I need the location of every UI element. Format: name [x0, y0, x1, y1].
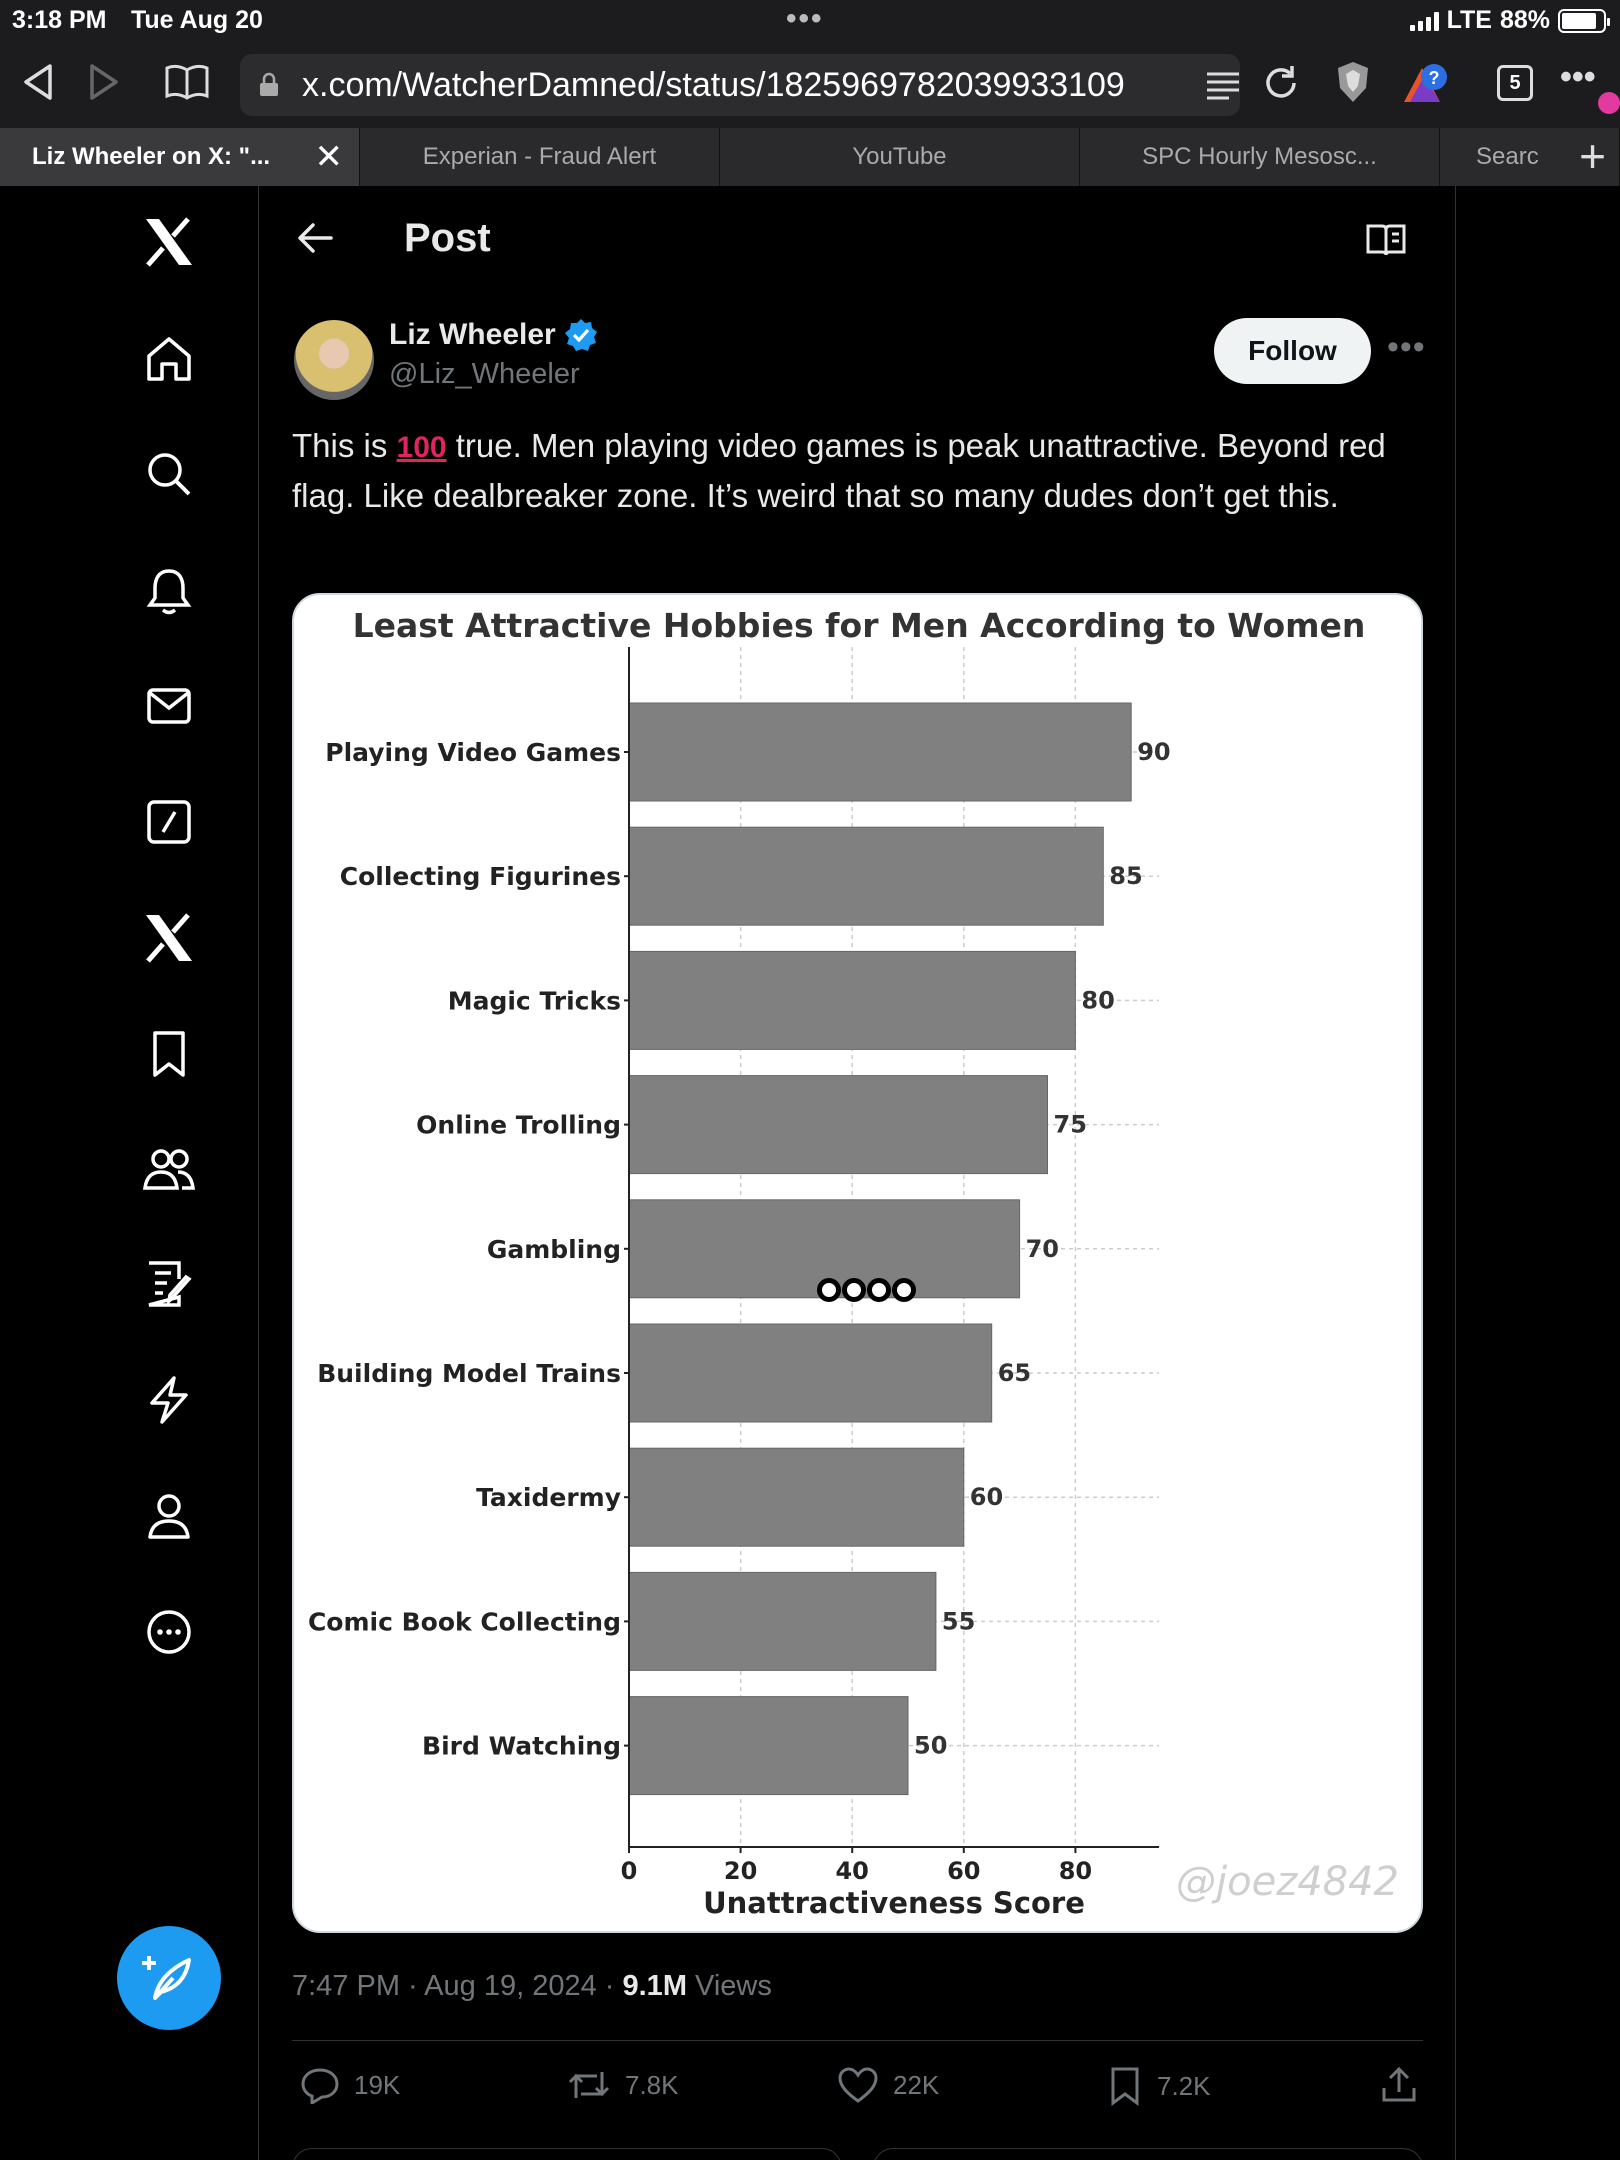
profile-icon[interactable] [141, 1488, 197, 1544]
lock-icon [258, 72, 280, 98]
menu-icon[interactable]: ••• [1560, 58, 1596, 96]
status-bar [0, 0, 1620, 40]
reply-count: 19K [354, 2069, 401, 2100]
bar [629, 703, 1131, 801]
post-date[interactable]: Aug 19, 2024 [424, 1970, 597, 2002]
post-time[interactable]: 7:47 PM [292, 1970, 400, 2002]
tab-liz-wheeler[interactable] [0, 128, 360, 186]
sidebar [0, 186, 258, 2160]
overlay-dot-icon [895, 1281, 914, 1300]
value-label: 90 [1137, 738, 1171, 766]
post-text [292, 422, 1412, 520]
x-tick-label: 80 [1058, 1857, 1093, 1885]
x-tick-label: 20 [723, 1857, 758, 1885]
share-button[interactable] [1380, 2066, 1418, 2104]
value-label: 70 [1025, 1234, 1060, 1263]
category-label: Taxidermy [476, 1483, 621, 1513]
tab-strip [0, 128, 1620, 186]
x-axis-label: Unattractiveness Score [703, 1886, 1085, 1920]
post-text-rest: true. Men playing video games is peak unattractive. Beyond red flag. Like dealbreaker zone. It’s weird that so many dudes don’t get this. [292, 427, 1386, 514]
bar [629, 1076, 1048, 1174]
articles-icon[interactable] [141, 1256, 197, 1312]
x-tick-label: 0 [620, 1857, 638, 1885]
repost-count: 7.8K [625, 2069, 679, 2100]
bookmark-icon [1107, 2066, 1143, 2106]
x-tick-label: 60 [947, 1857, 981, 1885]
category-label: Collecting Figurines [339, 862, 621, 892]
multitask-dots-icon[interactable]: ••• [786, 2, 824, 35]
reply-icon [300, 2066, 340, 2104]
x-logo-icon[interactable] [141, 214, 197, 270]
new-tab-icon[interactable]: + [1579, 130, 1606, 182]
author-handle[interactable]: @Liz_Wheeler [389, 358, 580, 390]
category-label: Gambling [486, 1234, 621, 1264]
views-label: Views [695, 1970, 772, 2002]
close-tab-icon[interactable]: ✕ [314, 138, 343, 176]
share-icon [1380, 2066, 1418, 2104]
notification-dot [1598, 92, 1620, 114]
post-meta: 7:47 PM · Aug 19, 2024 · 9.1M Views [292, 1970, 772, 2002]
bookmarks-nav-icon[interactable] [141, 1026, 197, 1082]
overlay-dot-icon [820, 1281, 839, 1300]
communities-icon[interactable] [141, 1141, 197, 1197]
back-arrow-icon[interactable] [295, 220, 335, 256]
address-bar[interactable] [240, 54, 1240, 116]
watermark: @joez4842 [1176, 1859, 1399, 1905]
views-count: 9.1M [622, 1970, 687, 2002]
tab-experian[interactable]: Experian - Fraud Alert [360, 128, 720, 186]
author-name[interactable]: Liz Wheeler [389, 318, 556, 351]
reload-icon[interactable] [1262, 64, 1300, 102]
bar [629, 1572, 936, 1670]
signal-icon [1410, 11, 1439, 31]
browser-toolbar [0, 40, 1620, 128]
value-label: 80 [1081, 986, 1115, 1015]
bar [629, 827, 1103, 925]
repost-icon [567, 2066, 611, 2104]
brave-shields-icon[interactable] [1334, 60, 1372, 104]
svg-text:?: ? [1428, 68, 1440, 88]
follow-button[interactable]: Follow [1214, 318, 1371, 384]
messages-icon[interactable] [141, 678, 197, 734]
reader-mode-icon[interactable] [1205, 70, 1241, 100]
grok-icon[interactable] [141, 794, 197, 850]
heart-icon [837, 2066, 879, 2104]
like-count: 22K [893, 2069, 940, 2100]
overlay-dot-icon [870, 1281, 889, 1300]
notifications-icon[interactable] [141, 563, 197, 619]
value-label: 55 [941, 1607, 976, 1636]
reply-box-edge [292, 2148, 842, 2160]
reply-box-edge [873, 2148, 1423, 2160]
post-more-icon[interactable]: ••• [1387, 328, 1426, 366]
tab-count-button[interactable]: 5 [1497, 65, 1533, 101]
search-icon[interactable] [141, 446, 197, 502]
battery-icon [1558, 9, 1606, 33]
post-image[interactable] [292, 593, 1423, 1933]
brave-rewards-icon[interactable] [1400, 62, 1448, 106]
tab-youtube[interactable]: YouTube [720, 128, 1080, 186]
post-column [258, 186, 1456, 2160]
like-button[interactable] [837, 2066, 939, 2104]
url-text[interactable]: x.com/WatcherDamned/status/1825969782039933109 [302, 66, 1125, 104]
status-time: 3:18 PM [12, 6, 107, 34]
value-label: 65 [997, 1359, 1032, 1387]
battery-percent: 88% [1499, 6, 1550, 34]
reply-button[interactable] [300, 2066, 400, 2104]
bar [629, 951, 1075, 1049]
page-title: Post [404, 216, 491, 260]
feather-plus-icon [141, 1950, 197, 2006]
bookmark-button[interactable] [1107, 2066, 1211, 2106]
value-label: 50 [914, 1731, 948, 1760]
reader-view-icon[interactable] [1365, 222, 1407, 258]
tab-search[interactable]: Searc [1440, 128, 1620, 186]
bar [629, 1697, 908, 1795]
compose-post-button[interactable] [117, 1926, 221, 2030]
back-icon[interactable] [20, 62, 56, 102]
bookmarks-icon[interactable] [164, 62, 210, 102]
divider [292, 2040, 1423, 2041]
overlay-dot-icon [845, 1281, 864, 1300]
post-text-start: This is [292, 427, 397, 464]
category-label: Playing Video Games [325, 738, 621, 767]
value-label: 60 [969, 1483, 1004, 1512]
bar [629, 1448, 964, 1546]
status-date: Tue Aug 20 [131, 6, 263, 34]
home-icon[interactable] [141, 331, 197, 387]
repost-button[interactable] [567, 2066, 679, 2104]
value-label: 75 [1053, 1110, 1087, 1139]
author-avatar[interactable] [294, 320, 374, 400]
more-options-icon[interactable] [141, 1604, 197, 1660]
tab-spc[interactable]: SPC Hourly Mesosc... [1080, 128, 1440, 186]
bookmark-count: 7.2K [1157, 2070, 1211, 2101]
chart-title: Least Attractive Hobbies for Men According to Women [352, 606, 1366, 645]
bar-chart [294, 595, 1423, 1933]
value-label: 85 [1109, 862, 1143, 891]
category-label: Comic Book Collecting [307, 1607, 621, 1637]
category-label: Magic Tricks [447, 986, 621, 1016]
network-type: LTE [1446, 6, 1492, 34]
category-label: Bird Watching [422, 1731, 621, 1761]
post-actions [292, 2066, 1423, 2126]
x-tick-label: 40 [835, 1857, 869, 1885]
bar [629, 1324, 992, 1422]
verified-badge-icon [564, 318, 598, 352]
category-label: Online Trolling [416, 1110, 621, 1140]
hundred-points-emoji-icon: 100 [396, 431, 447, 464]
lightning-icon[interactable] [141, 1372, 197, 1428]
author-name-row[interactable] [389, 318, 598, 352]
premium-x-icon[interactable] [141, 910, 197, 966]
tab-label: Liz Wheeler on X: "... [32, 143, 271, 170]
category-label: Building Model Trains [317, 1359, 621, 1388]
forward-icon[interactable] [86, 62, 122, 102]
